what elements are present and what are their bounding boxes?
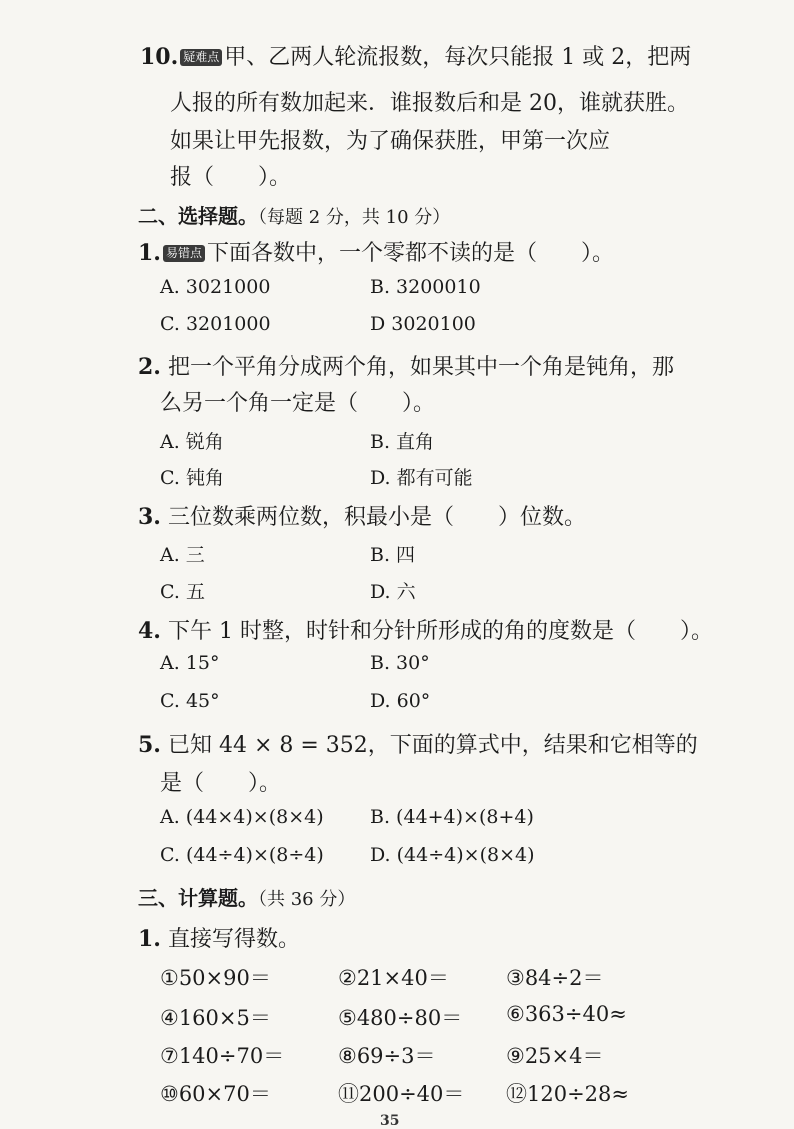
mc4-line-1 <box>138 614 713 645</box>
section-2-title: 二、选择题。 <box>138 204 258 228</box>
mc3-option-a: A. 三 <box>160 544 205 566</box>
page-number: 35 <box>380 1113 400 1129</box>
mc5-number: 5. <box>138 732 161 758</box>
mc4-option-d: D. 60° <box>370 690 431 712</box>
mc2-option-b: B. 直角 <box>370 431 435 453</box>
mc3-option-c: C. 五 <box>160 581 205 603</box>
calc-item-1: ①50×90＝ <box>160 966 271 990</box>
calc-item-5: ⑤480÷80＝ <box>338 1006 463 1030</box>
mc2-option-a: A. 锐角 <box>160 431 224 453</box>
mc2-line-2: 么另一个角一定是（ ）。 <box>160 391 436 416</box>
mc2-number: 2. <box>138 354 161 380</box>
mc4-option-c: C. 45° <box>160 690 220 712</box>
mc1-line-1 <box>138 236 614 267</box>
section-3-heading <box>138 882 355 911</box>
mc1-text: 下面各数中，一个零都不读的是（ ）。 <box>206 241 614 266</box>
q10-line-3: 如果让甲先报数，为了确保获胜，甲第一次应 <box>170 129 611 154</box>
mc4-option-a: A. 15° <box>160 652 220 674</box>
mc2-line-1 <box>138 350 674 381</box>
mc1-option-c: C. 3201000 <box>160 313 271 335</box>
calc-heading <box>138 922 300 953</box>
mc5-option-c: C. (44÷4)×(8÷4) <box>160 844 324 866</box>
mc3-number: 3. <box>138 504 161 530</box>
section-3-title: 三、计算题。 <box>138 886 258 910</box>
calc-item-12: ⑫120÷28≈ <box>506 1082 629 1106</box>
q10-line-4: 报（ ）。 <box>170 165 292 190</box>
mc1-number: 1. <box>138 240 161 266</box>
calc-item-11: ⑪200÷40＝ <box>338 1082 465 1106</box>
mc4-number: 4. <box>138 618 161 644</box>
calc-item-10: ⑩60×70＝ <box>160 1082 271 1106</box>
calc-number: 1. <box>138 926 161 952</box>
mc5-line-2: 是（ ）。 <box>160 771 282 796</box>
calc-item-8: ⑧69÷3＝ <box>338 1044 436 1068</box>
mc5-option-a: A. (44×4)×(8×4) <box>160 806 324 828</box>
mc5-option-d: D. (44÷4)×(8×4) <box>370 844 535 866</box>
calc-title: 直接写得数。 <box>167 927 300 952</box>
mc4-text: 下午 1 时整，时针和分针所形成的角的度数是（ ）。 <box>167 619 713 644</box>
calc-item-3: ③84÷2＝ <box>506 966 604 990</box>
mc2-text-1: 把一个平角分成两个角，如果其中一个角是钝角，那 <box>167 355 674 380</box>
mc4-option-b: B. 30° <box>370 652 430 674</box>
section-2-heading <box>138 200 450 229</box>
mc1-option-d: D 3020100 <box>370 313 476 335</box>
q10-line-1 <box>140 40 691 71</box>
calc-item-2: ②21×40＝ <box>338 966 449 990</box>
mc2-option-c: C. 钝角 <box>160 467 224 489</box>
q10-line-2: 人报的所有数加起来．谁报数后和是 20，谁就获胜。 <box>170 91 689 116</box>
calc-item-4: ④160×5＝ <box>160 1006 271 1030</box>
calc-item-9: ⑨25×4＝ <box>506 1044 604 1068</box>
mc1-option-b: B. 3200010 <box>370 276 481 298</box>
mc5-text-1: 已知 44 × 8 = 352，下面的算式中，结果和它相等的 <box>167 733 698 758</box>
section-2-score: （每题 2 分，共 10 分） <box>258 207 451 228</box>
error-prone-tag: 易错点 <box>163 245 205 262</box>
mc2-option-d: D. 都有可能 <box>370 467 473 489</box>
section-3-score: （共 36 分） <box>258 889 356 910</box>
calc-item-7: ⑦140÷70＝ <box>160 1044 285 1068</box>
mc3-option-b: B. 四 <box>370 544 416 566</box>
mc3-line-1 <box>138 500 586 531</box>
mc3-option-d: D. 六 <box>370 581 416 603</box>
difficulty-tag: 疑难点 <box>180 49 222 66</box>
mc5-line-1 <box>138 728 698 759</box>
q10-text-1: 甲、乙两人轮流报数，每次只能报 1 或 2，把两 <box>224 45 692 70</box>
calc-item-6: ⑥363÷40≈ <box>506 1002 627 1026</box>
mc5-option-b: B. (44+4)×(8+4) <box>370 806 534 828</box>
q10-number: 10. <box>140 44 179 70</box>
mc1-option-a: A. 3021000 <box>160 276 271 298</box>
mc3-text: 三位数乘两位数，积最小是（ ）位数。 <box>167 505 586 530</box>
